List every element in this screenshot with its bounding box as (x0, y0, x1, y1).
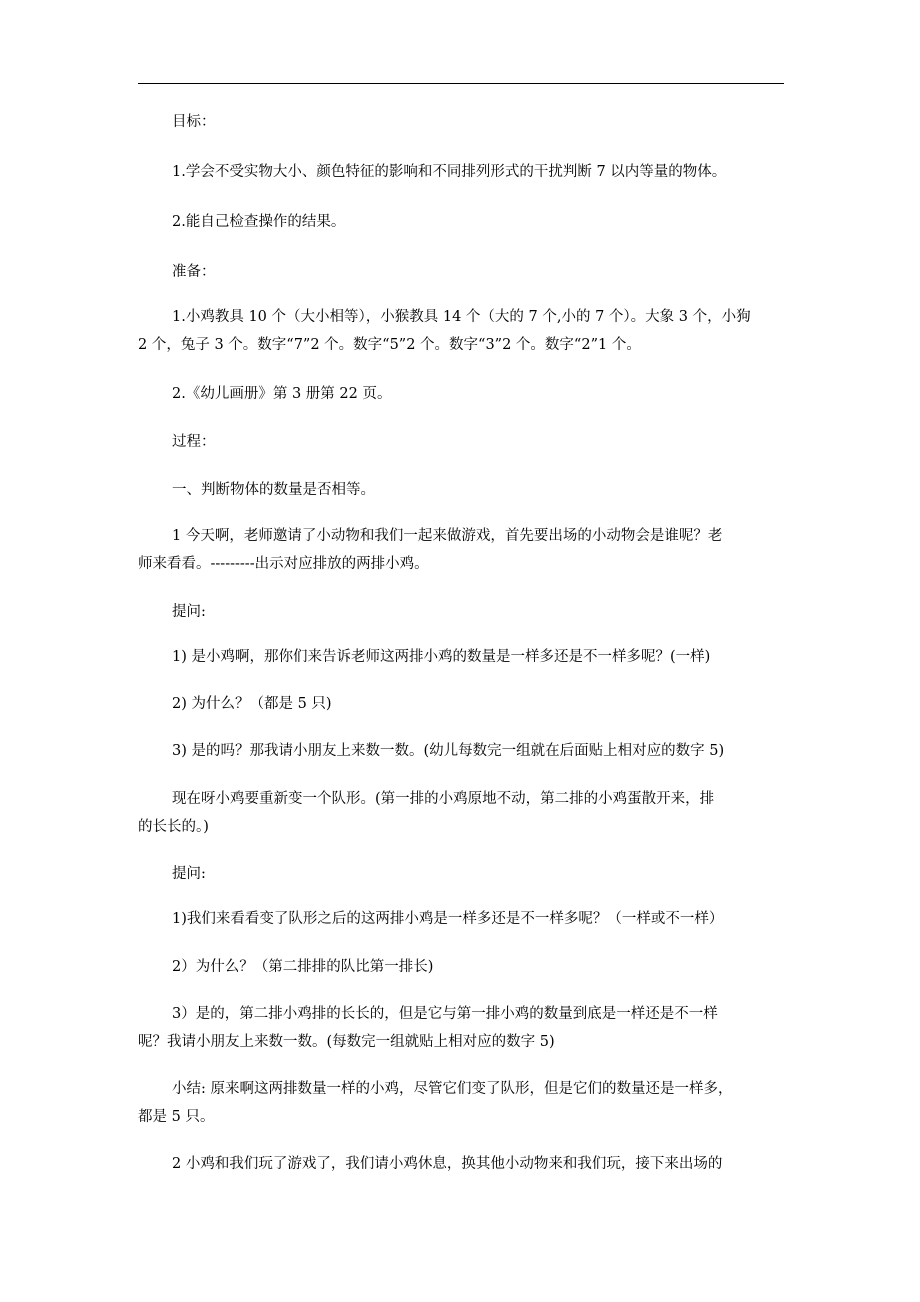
header-rule (138, 83, 784, 84)
goal-item-1 (138, 158, 784, 186)
summary (138, 1075, 784, 1131)
prep-heading (138, 258, 784, 286)
text-line: 2) 为什么？（都是 5 只) (172, 696, 332, 712)
question-3 (138, 737, 784, 765)
question-2 (138, 690, 784, 718)
text-line: 2）为什么？（第二排排的队比第一排长) (172, 959, 434, 975)
ask-label-2 (138, 860, 784, 888)
text-line: 提问: (172, 604, 206, 620)
text-line: 都是 5 只。 (138, 1109, 215, 1125)
question-5 (138, 953, 784, 981)
text-line: 3）是的，第二排小鸡排的长长的，但是它与第一排小鸡的数量到底是一样还是不一样 (172, 1006, 718, 1022)
text-line: 3) 是的吗？那我请小朋友上来数一数。(幼儿每数完一组就在后面贴上相对应的数字 5) (172, 743, 725, 759)
ask-label-1 (138, 598, 784, 626)
text-line: 2 个，兔子 3 个。数字“7”2 个。数字“5”2 个。数字“3”2 个。数字“2”1 个。 (138, 337, 641, 353)
text-line: 1)我们来看看变了队形之后的这两排小鸡是一样多还是不一样多呢？（一样或不一样） (172, 911, 724, 927)
question-4 (138, 905, 784, 933)
text-line: 一、判断物体的数量是否相等。 (172, 482, 375, 498)
text-line: 目标： (172, 114, 216, 130)
step-2 (138, 1150, 784, 1178)
text-line: 师来看看。---------出示对应排放的两排小鸡。 (138, 556, 429, 572)
goal-heading (138, 108, 784, 136)
text-line: 现在呀小鸡要重新变一个队形。(第一排的小鸡原地不动，第二排的小鸡蛋散开来，排 (172, 791, 715, 807)
text-line: 小结: 原来啊这两排数量一样的小鸡，尽管它们变了队形，但是它们的数量还是一样多， (172, 1081, 733, 1097)
prep-item-1 (138, 303, 784, 359)
text-line: 1.学会不受实物大小、颜色特征的影响和不同排列形式的干扰判断 7 以内等量的物体。 (172, 164, 727, 180)
text-line: 1 今天啊，老师邀请了小动物和我们一起来做游戏，首先要出场的小动物会是谁呢？老 (172, 528, 723, 544)
text-line: 提问: (172, 866, 206, 882)
text-line: 2.能自己检查操作的结果。 (172, 214, 346, 230)
prep-item-2 (138, 380, 784, 408)
text-line: 2 小鸡和我们玩了游戏了，我们请小鸡休息，换其他小动物来和我们玩，接下来出场的 (172, 1156, 723, 1172)
text-line: 2.《幼儿画册》第 3 册第 22 页。 (172, 386, 392, 402)
step-1 (138, 522, 784, 578)
text-line: 的长长的。) (138, 819, 209, 835)
question-6 (138, 1000, 784, 1056)
text-line: 呢？我请小朋友上来数一数。(每数完一组就贴上相对应的数字 5) (138, 1034, 555, 1050)
section-heading-1 (138, 476, 784, 504)
text-line: 1.小鸡教具 10 个（大小相等），小猴教具 14 个（大的 7 个,小的 7 个）。大象 3 个，小狗 (172, 309, 751, 325)
text-line: 准备： (172, 264, 216, 280)
process-heading (138, 428, 784, 456)
formation-change (138, 785, 784, 841)
goal-item-2 (138, 208, 784, 236)
text-line: 1) 是小鸡啊，那你们来告诉老师这两排小鸡的数量是一样多还是不一样多呢？(一样) (172, 649, 711, 665)
text-line: 过程： (172, 434, 216, 450)
question-1 (138, 643, 784, 671)
